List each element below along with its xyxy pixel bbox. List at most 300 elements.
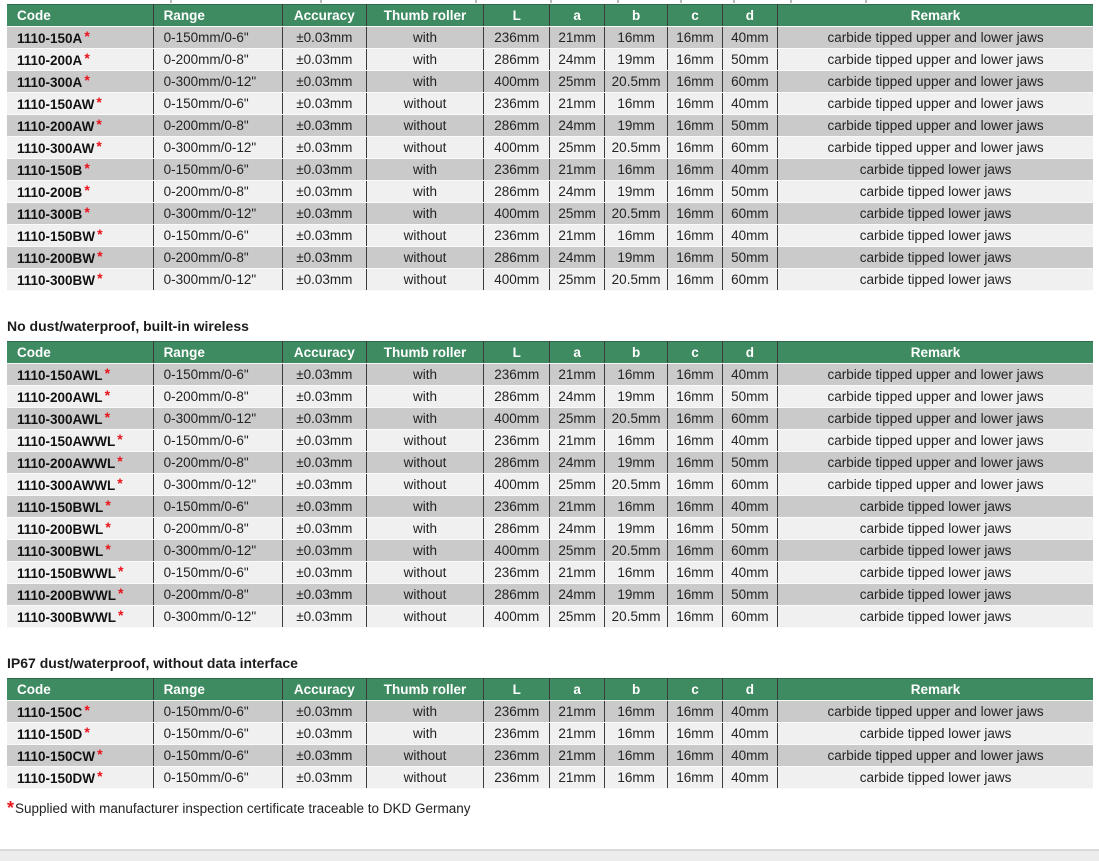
a-cell: 24mm [550,386,604,408]
table-row [7,723,1093,745]
spec-table-ip67 [7,678,1093,789]
l-cell: 236mm [483,496,549,518]
column-header-c: c [668,679,722,701]
column-header-range: Range [153,342,282,364]
product-code: 1110-150BWWL [17,565,117,581]
remark-cell: carbide tipped lower jaws [778,723,1093,745]
product-code: 1110-150AWWL [17,433,116,449]
remark-cell: carbide tipped lower jaws [778,562,1093,584]
b-cell: 20.5mm [604,474,667,496]
b-cell: 16mm [604,701,667,723]
b-cell: 20.5mm [604,203,667,225]
column-header-b: b [604,5,667,27]
c-cell: 16mm [668,408,722,430]
table-row [7,159,1093,181]
thumb_roller-cell: with [367,364,484,386]
certificate-asterisk-icon: * [84,181,90,198]
a-cell: 21mm [550,496,604,518]
remark-cell: carbide tipped lower jaws [778,225,1093,247]
b-cell: 16mm [604,225,667,247]
accuracy-cell: ±0.03mm [282,27,367,49]
code-cell [7,584,153,606]
thumb_roller-cell: without [367,247,484,269]
a-cell: 25mm [550,474,604,496]
l-cell: 286mm [483,452,549,474]
code-cell [7,93,153,115]
code-cell [7,364,153,386]
range-cell: 0-150mm/0-6" [153,27,282,49]
table-row [7,364,1093,386]
code-cell [7,452,153,474]
accuracy-cell: ±0.03mm [282,606,367,628]
column-header-remark: Remark [778,342,1093,364]
d-cell: 60mm [722,474,777,496]
d-cell: 60mm [722,71,777,93]
column-header-thumb_roller: Thumb roller [367,679,484,701]
d-cell: 50mm [722,49,777,71]
code-cell [7,115,153,137]
table-row [7,115,1093,137]
remark-cell: carbide tipped upper and lower jaws [778,408,1093,430]
accuracy-cell: ±0.03mm [282,71,367,93]
certificate-asterisk-icon: * [84,203,90,220]
column-header-accuracy: Accuracy [282,5,367,27]
code-cell [7,225,153,247]
thumb_roller-cell: with [367,496,484,518]
remark-cell: carbide tipped lower jaws [778,584,1093,606]
b-cell: 16mm [604,27,667,49]
accuracy-cell: ±0.03mm [282,203,367,225]
certificate-asterisk-icon: * [104,386,111,403]
l-cell: 236mm [483,364,549,386]
certificate-asterisk-icon: * [97,225,103,242]
range-cell: 0-150mm/0-6" [153,745,282,767]
thumb_roller-cell: without [367,93,484,115]
c-cell: 16mm [668,225,722,247]
range-cell: 0-300mm/0-12" [153,606,282,628]
certificate-asterisk-icon: * [96,115,102,132]
c-cell: 16mm [668,159,722,181]
certificate-asterisk-icon: * [118,562,124,579]
l-cell: 236mm [483,723,549,745]
certificate-asterisk-icon: * [97,745,103,762]
d-cell: 40mm [722,430,777,452]
b-cell: 19mm [604,49,667,71]
l-cell: 400mm [483,540,549,562]
b-cell: 16mm [604,767,667,789]
l-cell: 286mm [483,584,549,606]
product-code: 1110-150B [17,162,83,178]
code-cell [7,269,153,291]
thumb_roller-cell: with [367,408,484,430]
product-code: 1110-300BWWL [17,609,117,625]
c-cell: 16mm [668,203,722,225]
code-cell [7,203,153,225]
d-cell: 50mm [722,386,777,408]
range-cell: 0-200mm/0-8" [153,452,282,474]
d-cell: 50mm [722,518,777,540]
l-cell: 400mm [483,474,549,496]
spec-table-wireless [7,341,1093,628]
b-cell: 20.5mm [604,137,667,159]
certificate-asterisk-icon: * [104,364,111,381]
remark-cell: carbide tipped upper and lower jaws [778,430,1093,452]
table-row [7,71,1093,93]
column-header-d: d [722,342,777,364]
code-cell [7,496,153,518]
thumb_roller-cell: without [367,115,484,137]
certificate-asterisk-icon: * [84,49,90,66]
remark-cell: carbide tipped upper and lower jaws [778,49,1093,71]
d-cell: 60mm [722,540,777,562]
header-row [7,342,1093,364]
range-cell: 0-300mm/0-12" [153,474,282,496]
range-cell: 0-150mm/0-6" [153,93,282,115]
thumb_roller-cell: with [367,203,484,225]
remark-cell: carbide tipped lower jaws [778,269,1093,291]
certificate-asterisk-icon: * [105,518,111,535]
certificate-asterisk-icon: * [104,408,111,425]
thumb_roller-cell: with [367,27,484,49]
accuracy-cell: ±0.03mm [282,247,367,269]
range-cell: 0-200mm/0-8" [153,115,282,137]
l-cell: 400mm [483,606,549,628]
a-cell: 24mm [550,49,604,71]
l-cell: 286mm [483,247,549,269]
l-cell: 286mm [483,115,549,137]
column-header-c: c [668,5,722,27]
range-cell: 0-200mm/0-8" [153,181,282,203]
table-row [7,452,1093,474]
remark-cell: carbide tipped upper and lower jaws [778,745,1093,767]
b-cell: 19mm [604,584,667,606]
a-cell: 24mm [550,115,604,137]
certificate-asterisk-icon: * [97,247,103,264]
column-header-code: Code [7,679,153,701]
d-cell: 60mm [722,606,777,628]
certificate-asterisk-icon: * [84,723,90,740]
l-cell: 236mm [483,562,549,584]
d-cell: 40mm [722,364,777,386]
c-cell: 16mm [668,269,722,291]
remark-cell: carbide tipped lower jaws [778,767,1093,789]
l-cell: 236mm [483,27,549,49]
accuracy-cell: ±0.03mm [282,745,367,767]
certificate-asterisk-icon: * [105,496,111,513]
range-cell: 0-200mm/0-8" [153,386,282,408]
certificate-asterisk-icon: * [97,269,103,286]
product-code: 1110-300BWL [17,543,104,559]
l-cell: 236mm [483,225,549,247]
c-cell: 16mm [668,181,722,203]
table-row [7,93,1093,115]
a-cell: 25mm [550,71,604,93]
range-cell: 0-150mm/0-6" [153,701,282,723]
product-code: 1110-150A [17,30,83,46]
thumb_roller-cell: with [367,540,484,562]
thumb_roller-cell: with [367,701,484,723]
certificate-asterisk-icon: * [105,540,111,557]
a-cell: 21mm [550,364,604,386]
c-cell: 16mm [668,71,722,93]
footnote-text: Supplied with manufacturer inspection certificate traceable to DKD Germany [15,801,471,816]
table-row [7,27,1093,49]
remark-cell: carbide tipped upper and lower jaws [778,27,1093,49]
b-cell: 19mm [604,181,667,203]
table-row [7,767,1093,789]
range-cell: 0-150mm/0-6" [153,562,282,584]
thumb_roller-cell: without [367,269,484,291]
product-code: 1110-200AWWL [17,455,116,471]
remark-cell: carbide tipped upper and lower jaws [778,137,1093,159]
table-row [7,745,1093,767]
range-cell: 0-300mm/0-12" [153,203,282,225]
product-code: 1110-200AWL [17,389,103,405]
accuracy-cell: ±0.03mm [282,540,367,562]
b-cell: 19mm [604,452,667,474]
c-cell: 16mm [668,27,722,49]
product-code: 1110-300AW [17,140,95,156]
accuracy-cell: ±0.03mm [282,93,367,115]
thumb_roller-cell: without [367,225,484,247]
range-cell: 0-150mm/0-6" [153,225,282,247]
remark-cell: carbide tipped upper and lower jaws [778,386,1093,408]
accuracy-cell: ±0.03mm [282,496,367,518]
certificate-asterisk-icon: * [118,606,124,623]
code-cell [7,767,153,789]
d-cell: 40mm [722,93,777,115]
c-cell: 16mm [668,452,722,474]
range-cell: 0-300mm/0-12" [153,137,282,159]
column-header-b: b [604,342,667,364]
c-cell: 16mm [668,93,722,115]
column-header-a: a [550,342,604,364]
c-cell: 16mm [668,767,722,789]
table-row [7,496,1093,518]
code-cell [7,430,153,452]
thumb_roller-cell: without [367,767,484,789]
b-cell: 20.5mm [604,269,667,291]
code-cell [7,386,153,408]
table-row [7,430,1093,452]
c-cell: 16mm [668,364,722,386]
table-row [7,203,1093,225]
accuracy-cell: ±0.03mm [282,430,367,452]
column-header-l: L [483,679,549,701]
remark-cell: carbide tipped upper and lower jaws [778,701,1093,723]
a-cell: 21mm [550,225,604,247]
column-header-thumb_roller: Thumb roller [367,5,484,27]
table-row [7,474,1093,496]
table-row [7,701,1093,723]
c-cell: 16mm [668,430,722,452]
remark-cell: carbide tipped lower jaws [778,540,1093,562]
code-cell [7,137,153,159]
code-cell [7,49,153,71]
d-cell: 40mm [722,562,777,584]
range-cell: 0-200mm/0-8" [153,49,282,71]
column-header-a: a [550,679,604,701]
b-cell: 19mm [604,115,667,137]
certificate-asterisk-icon: * [117,474,123,491]
range-cell: 0-200mm/0-8" [153,584,282,606]
product-code: 1110-200BWWL [17,587,117,603]
column-header-b: b [604,679,667,701]
certificate-footnote [7,799,1093,818]
certificate-asterisk-icon: * [96,137,102,154]
product-code: 1110-300B [17,206,83,222]
accuracy-cell: ±0.03mm [282,562,367,584]
range-cell: 0-150mm/0-6" [153,430,282,452]
cropped-table-remnant [7,0,1086,3]
section-title-wireless: No dust/waterproof, built-in wireless [7,318,249,334]
certificate-asterisk-icon: * [117,430,123,447]
code-cell [7,159,153,181]
remark-cell: carbide tipped lower jaws [778,518,1093,540]
c-cell: 16mm [668,562,722,584]
accuracy-cell: ±0.03mm [282,584,367,606]
l-cell: 400mm [483,71,549,93]
l-cell: 286mm [483,49,549,71]
accuracy-cell: ±0.03mm [282,364,367,386]
column-header-code: Code [7,342,153,364]
l-cell: 286mm [483,181,549,203]
table-row [7,247,1093,269]
range-cell: 0-200mm/0-8" [153,247,282,269]
table-row [7,518,1093,540]
thumb_roller-cell: with [367,386,484,408]
accuracy-cell: ±0.03mm [282,269,367,291]
table-row [7,606,1093,628]
d-cell: 50mm [722,181,777,203]
range-cell: 0-150mm/0-6" [153,364,282,386]
range-cell: 0-150mm/0-6" [153,723,282,745]
d-cell: 40mm [722,496,777,518]
l-cell: 400mm [483,408,549,430]
thumb_roller-cell: without [367,452,484,474]
product-code: 1110-300AWL [17,411,103,427]
b-cell: 16mm [604,364,667,386]
c-cell: 16mm [668,540,722,562]
d-cell: 40mm [722,723,777,745]
certificate-asterisk-icon: * [84,159,90,176]
certificate-asterisk-icon: * [84,27,90,44]
d-cell: 60mm [722,137,777,159]
l-cell: 400mm [483,203,549,225]
c-cell: 16mm [668,584,722,606]
c-cell: 16mm [668,701,722,723]
column-header-range: Range [153,679,282,701]
range-cell: 0-300mm/0-12" [153,71,282,93]
a-cell: 21mm [550,562,604,584]
column-header-l: L [483,342,549,364]
remark-cell: carbide tipped lower jaws [778,203,1093,225]
d-cell: 50mm [722,584,777,606]
certificate-asterisk-icon: * [97,767,103,784]
a-cell: 21mm [550,27,604,49]
accuracy-cell: ±0.03mm [282,767,367,789]
accuracy-cell: ±0.03mm [282,115,367,137]
next-section-edge [0,849,1099,861]
d-cell: 40mm [722,159,777,181]
accuracy-cell: ±0.03mm [282,408,367,430]
b-cell: 19mm [604,518,667,540]
thumb_roller-cell: without [367,562,484,584]
l-cell: 286mm [483,386,549,408]
remark-cell: carbide tipped lower jaws [778,247,1093,269]
product-code: 1110-200BWL [17,521,104,537]
l-cell: 286mm [483,518,549,540]
range-cell: 0-150mm/0-6" [153,159,282,181]
l-cell: 236mm [483,701,549,723]
d-cell: 40mm [722,27,777,49]
l-cell: 236mm [483,430,549,452]
column-header-remark: Remark [778,5,1093,27]
a-cell: 21mm [550,723,604,745]
column-header-l: L [483,5,549,27]
b-cell: 16mm [604,159,667,181]
accuracy-cell: ±0.03mm [282,452,367,474]
remark-cell: carbide tipped upper and lower jaws [778,452,1093,474]
product-code: 1110-300BW [17,272,96,288]
table-row [7,408,1093,430]
a-cell: 24mm [550,584,604,606]
c-cell: 16mm [668,386,722,408]
c-cell: 16mm [668,247,722,269]
column-header-remark: Remark [778,679,1093,701]
code-cell [7,745,153,767]
range-cell: 0-300mm/0-12" [153,269,282,291]
product-code: 1110-150CW [17,748,96,764]
table-row [7,181,1093,203]
a-cell: 21mm [550,93,604,115]
spec-table-standard [7,4,1093,291]
remark-cell: carbide tipped lower jaws [778,159,1093,181]
accuracy-cell: ±0.03mm [282,701,367,723]
accuracy-cell: ±0.03mm [282,518,367,540]
c-cell: 16mm [668,518,722,540]
table-row [7,562,1093,584]
a-cell: 21mm [550,745,604,767]
column-header-range: Range [153,5,282,27]
thumb_roller-cell: without [367,745,484,767]
accuracy-cell: ±0.03mm [282,49,367,71]
thumb_roller-cell: without [367,430,484,452]
thumb_roller-cell: without [367,137,484,159]
product-code: 1110-200AW [17,118,95,134]
d-cell: 50mm [722,115,777,137]
l-cell: 400mm [483,137,549,159]
c-cell: 16mm [668,723,722,745]
b-cell: 19mm [604,386,667,408]
column-header-d: d [722,679,777,701]
range-cell: 0-200mm/0-8" [153,518,282,540]
product-code: 1110-150D [17,726,83,742]
header-row [7,5,1093,27]
column-header-a: a [550,5,604,27]
remark-cell: carbide tipped upper and lower jaws [778,93,1093,115]
b-cell: 20.5mm [604,71,667,93]
range-cell: 0-300mm/0-12" [153,408,282,430]
range-cell: 0-150mm/0-6" [153,496,282,518]
code-cell [7,27,153,49]
code-cell [7,408,153,430]
c-cell: 16mm [668,496,722,518]
a-cell: 21mm [550,159,604,181]
d-cell: 60mm [722,408,777,430]
a-cell: 21mm [550,701,604,723]
b-cell: 20.5mm [604,606,667,628]
